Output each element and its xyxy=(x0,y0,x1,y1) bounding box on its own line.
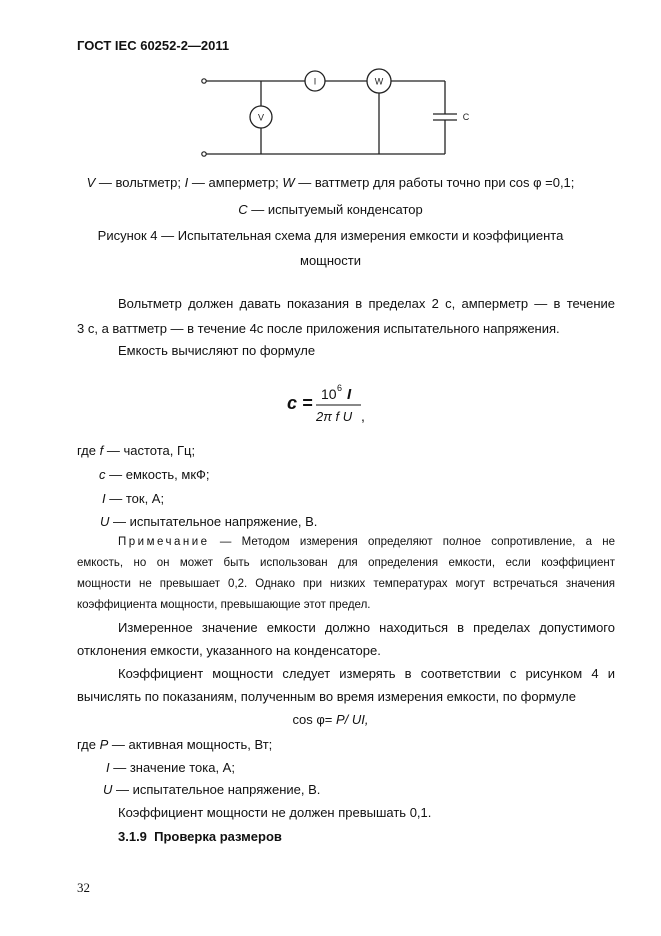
terminal-bottom xyxy=(202,152,206,156)
def-u: U — испытательное напряжение, В. xyxy=(100,514,318,529)
legend-line-1: V — вольтметр; I — амперметр; W — ваттметр для работы точно при cos φ =0,1; xyxy=(86,175,575,190)
capacitance-formula xyxy=(285,380,395,428)
def-i: I — ток, А; xyxy=(102,491,165,506)
def-c: c — емкость, мкФ; xyxy=(99,467,210,482)
legend-line-2: C — испытуемый конденсатор xyxy=(238,202,423,217)
formula-lhs: c = xyxy=(287,393,313,413)
formula-num-var: I xyxy=(347,386,352,403)
def-p: где P — активная мощность, Вт; xyxy=(77,737,273,752)
paragraph-3-line-1: Измеренное значение емкости должно находиться в пределах допустимого xyxy=(118,620,615,635)
note-line-4: коэффициента мощности, превышающие этот предел. xyxy=(77,599,371,611)
capacitor-label: C xyxy=(462,112,470,122)
paragraph-5: Коэффициент мощности не должен превышать 0,1. xyxy=(118,805,432,820)
page-number: 32 xyxy=(77,880,90,895)
paragraph-1-line-2: 3 с, а ваттметр — в течение 4с после приложения испытательного напряжения. xyxy=(77,321,560,336)
paragraph-2: Емкость вычисляют по формуле xyxy=(118,343,316,358)
def-u-2: U — испытательное напряжение, В. xyxy=(103,782,321,797)
circuit-diagram xyxy=(195,60,475,160)
paragraph-1-line-1: Вольтметр должен давать показания в пределах 2 с, амперметр — в течение xyxy=(118,296,615,311)
ammeter-label: I xyxy=(313,76,317,87)
formula-den: 2π f U xyxy=(316,409,353,424)
section-heading: 3.1.9 Проверка размеров xyxy=(118,829,282,844)
note-line-1: Примечание — Методом измерения определяют полное сопротивление, а не xyxy=(118,536,615,548)
document-header: ГОСТ IEC 60252-2—2011 xyxy=(77,38,230,53)
terminal-top xyxy=(202,79,206,83)
voltmeter-label: V xyxy=(257,112,265,123)
figure-caption-line-1: Рисунок 4 — Испытательная схема для измерения емкости и коэффициента xyxy=(97,228,564,243)
def-f: где f — частота, Гц; xyxy=(77,443,196,458)
power-factor-formula: cos φ= P/ UI, xyxy=(292,712,369,727)
note-line-3: мощности не превышает 0,2. Однако при низких температурах могут встречаться значения xyxy=(77,578,615,590)
def-i-2: I — значение тока, А; xyxy=(106,760,235,775)
wattmeter-label: W xyxy=(374,76,384,87)
paragraph-3-line-2: отклонения емкости, указанного на конденсаторе. xyxy=(77,643,381,658)
figure-caption-line-2: мощности xyxy=(300,253,361,268)
note-line-2: емкость, но он может быть использован для определения емкости, если коэффициент xyxy=(77,557,615,569)
formula-tail: , xyxy=(361,408,365,424)
formula-num-exp: 6 xyxy=(337,383,343,393)
paragraph-4-line-2: вычислять по показаниям, полученным во время измерения емкости, по формуле xyxy=(77,689,576,704)
paragraph-4-line-1: Коэффициент мощности следует измерять в соответствии с рисунком 4 и xyxy=(118,666,615,681)
formula-num-base: 10 xyxy=(321,386,337,402)
